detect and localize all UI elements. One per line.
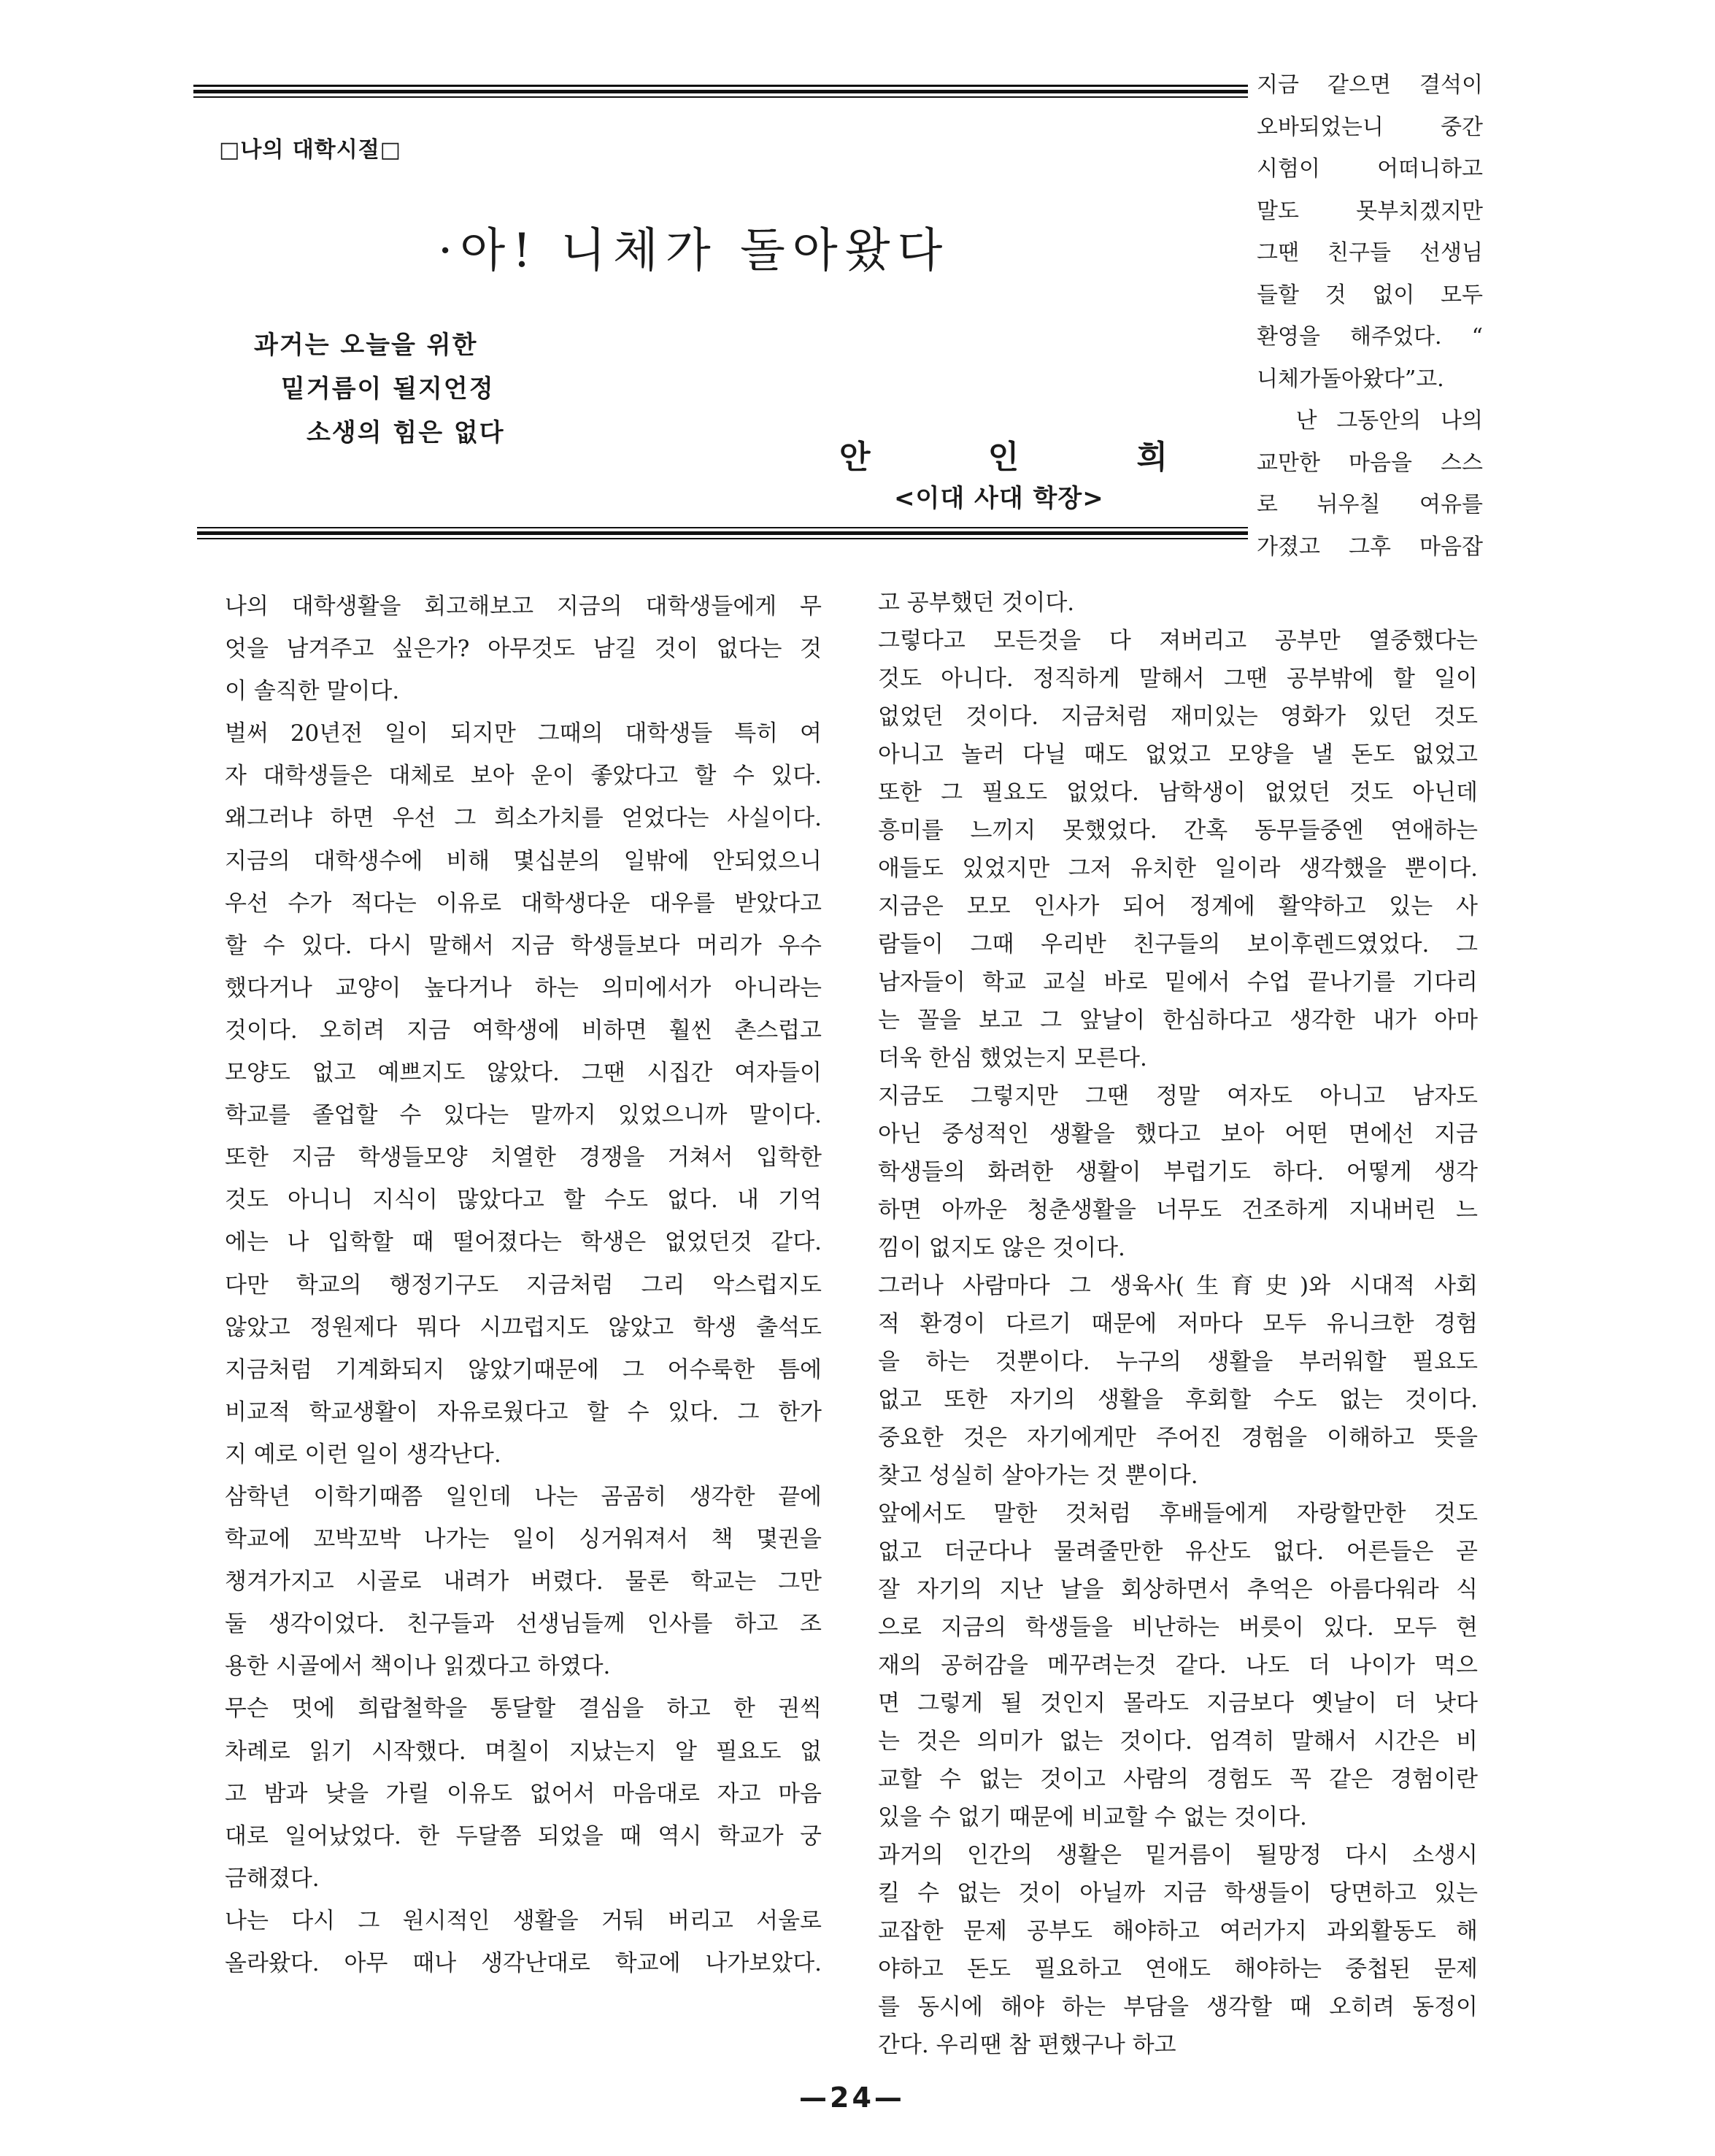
text-line: 아닌 중성적인 생활을 했다고 보아 어떤 면에선 지금 (878, 1121, 1478, 1147)
subtitle-line-1: 과거는 오늘을 위한 (254, 331, 478, 360)
text-line: 앞에서도 말한 것처럼 후배들에게 자랑할만한 것도 (878, 1501, 1478, 1527)
text-line: 교할 수 없는 것이고 사람의 경험도 꼭 같은 경험이란 (878, 1766, 1478, 1793)
text-line: 우선 수가 적다는 이유로 대학생다운 대우를 받았다고 (225, 890, 822, 917)
text-line: 지금은 모모 인사가 되어 정계에 활약하고 있는 사 (878, 893, 1478, 920)
text-line: 차례로 읽기 시작했다. 며칠이 지났는지 알 필요도 없 (225, 1738, 822, 1765)
text-line: 것도 아니다. 정직하게 말해서 그땐 공부밖에 할 일이 (878, 666, 1478, 692)
top-rule-thin-2 (193, 96, 1248, 98)
text-line: 에는 나 입학할 때 떨어졌다는 학생은 없었던것 같다. (225, 1229, 822, 1256)
text-line: 교잡한 문제 공부도 해야하고 여러가지 과외활동도 해 (878, 1918, 1478, 1944)
text-line: 삼학년 이학기때쯤 일인데 나는 곰곰히 생각한 끝에 (225, 1483, 822, 1510)
sidebar-column (1257, 64, 1483, 568)
text-line: 없었던 것이다. 지금처럼 재미있는 영화가 있던 것도 (878, 704, 1478, 730)
sidebar-line: 니체가돌아왔다”고. (1257, 366, 1444, 392)
sidebar-line: 지금 같으면 결석이 (1257, 72, 1483, 98)
sidebar-line: 들할 것 없이 모두 (1257, 282, 1483, 308)
text-line: 왜그러냐 하면 우선 그 희소가치를 얻었다는 사실이다. (225, 805, 822, 832)
text-line: 적 환경이 다르기 때문에 저마다 모두 유니크한 경험 (878, 1311, 1478, 1337)
sidebar-line: 난 그동안의 나의 (1257, 408, 1483, 434)
text-line: 흥미를 느끼지 못했었다. 간혹 동무들중엔 연애하는 (878, 817, 1478, 844)
author-name (839, 431, 1168, 477)
text-line: 하면 아까운 청춘생활을 너무도 건조하게 지내버린 느 (878, 1197, 1478, 1223)
text-line: 할 수 있다. 다시 말해서 지금 학생들보다 머리가 우수 (225, 932, 822, 959)
subtitle-line-3: 소생의 힘은 없다 (307, 418, 505, 447)
top-rule-thick (193, 90, 1248, 93)
bottom-rule-thick (197, 531, 1248, 535)
sidebar-line: 오바되었는니 중간 (1257, 114, 1483, 140)
text-line: 남자들이 학교 교실 바로 밑에서 수업 끝나기를 기다리 (878, 969, 1478, 996)
text-line: 둘 생각이었다. 친구들과 선생님들께 인사를 하고 조 (225, 1611, 822, 1638)
text-line: 야하고 돈도 필요하고 연애도 해야하는 중첩된 문제 (878, 1956, 1478, 1982)
bottom-rule-thin-2 (197, 538, 1248, 539)
text-line: 으로 지금의 학생들을 비난하는 버릇이 있다. 모두 현 (878, 1614, 1478, 1641)
text-line: 자 대학생들은 대체로 보아 운이 좋았다고 할 수 있다. (225, 763, 822, 790)
text-line: 나는 다시 그 원시적인 생활을 거둬 버리고 서울로 (225, 1907, 822, 1934)
text-line: 면 그렇게 될 것인지 몰라도 지금보다 옛날이 더 낫다 (878, 1690, 1478, 1717)
text-line: 챙겨가지고 시골로 내려가 버렸다. 물론 학교는 그만 (225, 1568, 822, 1595)
text-line: 이 솔직한 말이다. (225, 678, 400, 705)
text-line: 그러나 사람마다 그 생육사(生育史)와 시대적 사회 (878, 1273, 1478, 1299)
text-line: 고 공부했던 것이다. (878, 590, 1075, 616)
text-line: 재의 공허감을 메꾸려는것 같다. 나도 더 나이가 먹으 (878, 1652, 1478, 1679)
text-line: 그렇다고 모든것을 다 져버리고 공부만 열중했다는 (878, 628, 1478, 654)
author-affiliation: <이대 사대 학장> (894, 484, 1104, 513)
bottom-rule-thin-1 (197, 527, 1248, 528)
text-line: 용한 시골에서 책이나 읽겠다고 하였다. (225, 1653, 611, 1680)
text-line: 모양도 없고 예쁘지도 않았다. 그땐 시집간 여자들이 (225, 1060, 822, 1087)
text-line: 금해졌다. (225, 1865, 320, 1892)
text-line: 찾고 성실히 살아가는 것 뿐이다. (878, 1463, 1198, 1489)
text-line: 를 동시에 해야 하는 부담을 생각할 때 오히려 동정이 (878, 1994, 1478, 2020)
text-line: 과거의 인간의 생활은 밑거름이 될망정 다시 소생시 (878, 1842, 1478, 1868)
text-line: 잘 자기의 지난 날을 회상하면서 추억은 아름다워라 식 (878, 1576, 1478, 1603)
text-line: 벌써 20년전 일이 되지만 그때의 대학생들 특히 여 (225, 720, 822, 747)
article-title: ·아! 니체가 돌아왔다 (438, 224, 950, 278)
text-line: 있을 수 없기 때문에 비교할 수 없는 것이다. (878, 1804, 1307, 1830)
text-line: 없고 더군다나 물려줄만한 유산도 없다. 어른들은 곧 (878, 1539, 1478, 1565)
author-char-1: 안 (839, 439, 871, 476)
text-line: 지 예로 이런 일이 생각난다. (225, 1441, 501, 1468)
text-line: 했다거나 교양이 높다거나 하는 의미에서가 아니라는 (225, 974, 822, 1001)
text-line: 올라왔다. 아무 때나 생각난대로 학교에 나가보았다. (225, 1950, 822, 1976)
text-line: 더욱 한심 했었는지 모른다. (878, 1045, 1147, 1071)
subtitle-line-2: 밑거름이 될지언정 (281, 374, 495, 404)
text-line: 없고 또한 자기의 생활을 후회할 수도 없는 것이다. (878, 1387, 1478, 1413)
text-line: 무슨 멋에 희랍철학을 통달할 결심을 하고 한 권씩 (225, 1695, 822, 1722)
text-line: 낌이 없지도 않은 것이다. (878, 1235, 1125, 1261)
sidebar-line: 그땐 친구들 선생님 (1257, 240, 1483, 266)
top-rule-thin-1 (193, 85, 1248, 87)
sidebar-line: 시험이 어떠니하고 (1257, 156, 1483, 182)
author-char-2: 인 (987, 439, 1020, 476)
text-line: 학교에 꼬박꼬박 나가는 일이 싱거워져서 책 몇권을 (225, 1526, 822, 1553)
text-line: 는 꼴을 보고 그 앞날이 한심하다고 생각한 내가 아마 (878, 1007, 1478, 1033)
text-line: 것도 아니니 지식이 많았다고 할 수도 없다. 내 기억 (225, 1187, 822, 1214)
text-line: 애들도 있었지만 그저 유치한 일이라 생각했을 뿐이다. (878, 855, 1478, 882)
text-line: 을 하는 것뿐이다. 누구의 생활을 부러워할 필요도 (878, 1349, 1478, 1375)
text-line: 지금의 대학생수에 비해 몇십분의 일밖에 안되었으니 (225, 847, 822, 874)
author-char-3: 희 (1136, 439, 1168, 476)
text-line: 것이다. 오히려 지금 여학생에 비하면 훨씬 촌스럽고 (225, 1017, 822, 1044)
text-line: 람들이 그때 우리반 친구들의 보이후렌드였었다. 그 (878, 931, 1478, 958)
text-line: 지금처럼 기계화되지 않았기때문에 그 어수룩한 틈에 (225, 1356, 822, 1383)
text-line: 고 밤과 낮을 가릴 이유도 없어서 마음대로 자고 마음 (225, 1780, 822, 1807)
series-label: □나의 대학시절□ (219, 137, 402, 163)
text-line: 또한 지금 학생들모양 치열한 경쟁을 거쳐서 입학한 (225, 1144, 822, 1171)
text-line: 는 것은 의미가 없는 것이다. 엄격히 말해서 시간은 비 (878, 1728, 1478, 1755)
text-line: 중요한 것은 자기에게만 주어진 경험을 이해하고 뜻을 (878, 1425, 1478, 1451)
text-line: 킬 수 없는 것이 아닐까 지금 학생들이 당면하고 있는 (878, 1880, 1478, 1906)
text-line: 대로 일어났었다. 한 두달쯤 되었을 때 역시 학교가 궁 (225, 1822, 822, 1849)
text-line: 비교적 학교생활이 자유로웠다고 할 수 있다. 그 한가 (225, 1398, 822, 1425)
sidebar-line: 말도 못부치겠지만 (1257, 198, 1483, 224)
text-line: 학교를 졸업할 수 있다는 말까지 있었으니까 말이다. (225, 1102, 822, 1129)
page-number: —24— (799, 2082, 905, 2114)
left-column (225, 585, 822, 1984)
text-line: 아니고 놀러 다닐 때도 없었고 모양을 낼 돈도 없었고 (878, 742, 1478, 768)
right-column (878, 584, 1478, 2064)
text-line: 나의 대학생활을 회고해보고 지금의 대학생들에게 무 (225, 593, 822, 620)
text-line: 않았고 정원제다 뭐다 시끄럽지도 않았고 학생 출석도 (225, 1314, 822, 1341)
sidebar-line: 교만한 마음을 스스 (1257, 450, 1483, 476)
sidebar-line: 환영을 해주었다. “ (1257, 324, 1483, 350)
text-line: 지금도 그렇지만 그땐 정말 여자도 아니고 남자도 (878, 1083, 1478, 1109)
text-line: 또한 그 필요도 없었다. 남학생이 없었던 것도 아닌데 (878, 779, 1478, 806)
text-line: 간다. 우리땐 참 편했구나 하고 (878, 2032, 1176, 2058)
text-line: 학생들의 화려한 생활이 부럽기도 하다. 어떻게 생각 (878, 1159, 1478, 1185)
text-line: 엇을 남겨주고 싶은가? 아무것도 남길 것이 없다는 것 (225, 636, 822, 663)
sidebar-line: 가졌고 그후 마음잡 (1257, 534, 1483, 560)
text-line: 다만 학교의 행정기구도 지금처럼 그리 악스럽지도 (225, 1271, 822, 1298)
sidebar-line: 로 뉘우칠 여유를 (1257, 492, 1483, 517)
